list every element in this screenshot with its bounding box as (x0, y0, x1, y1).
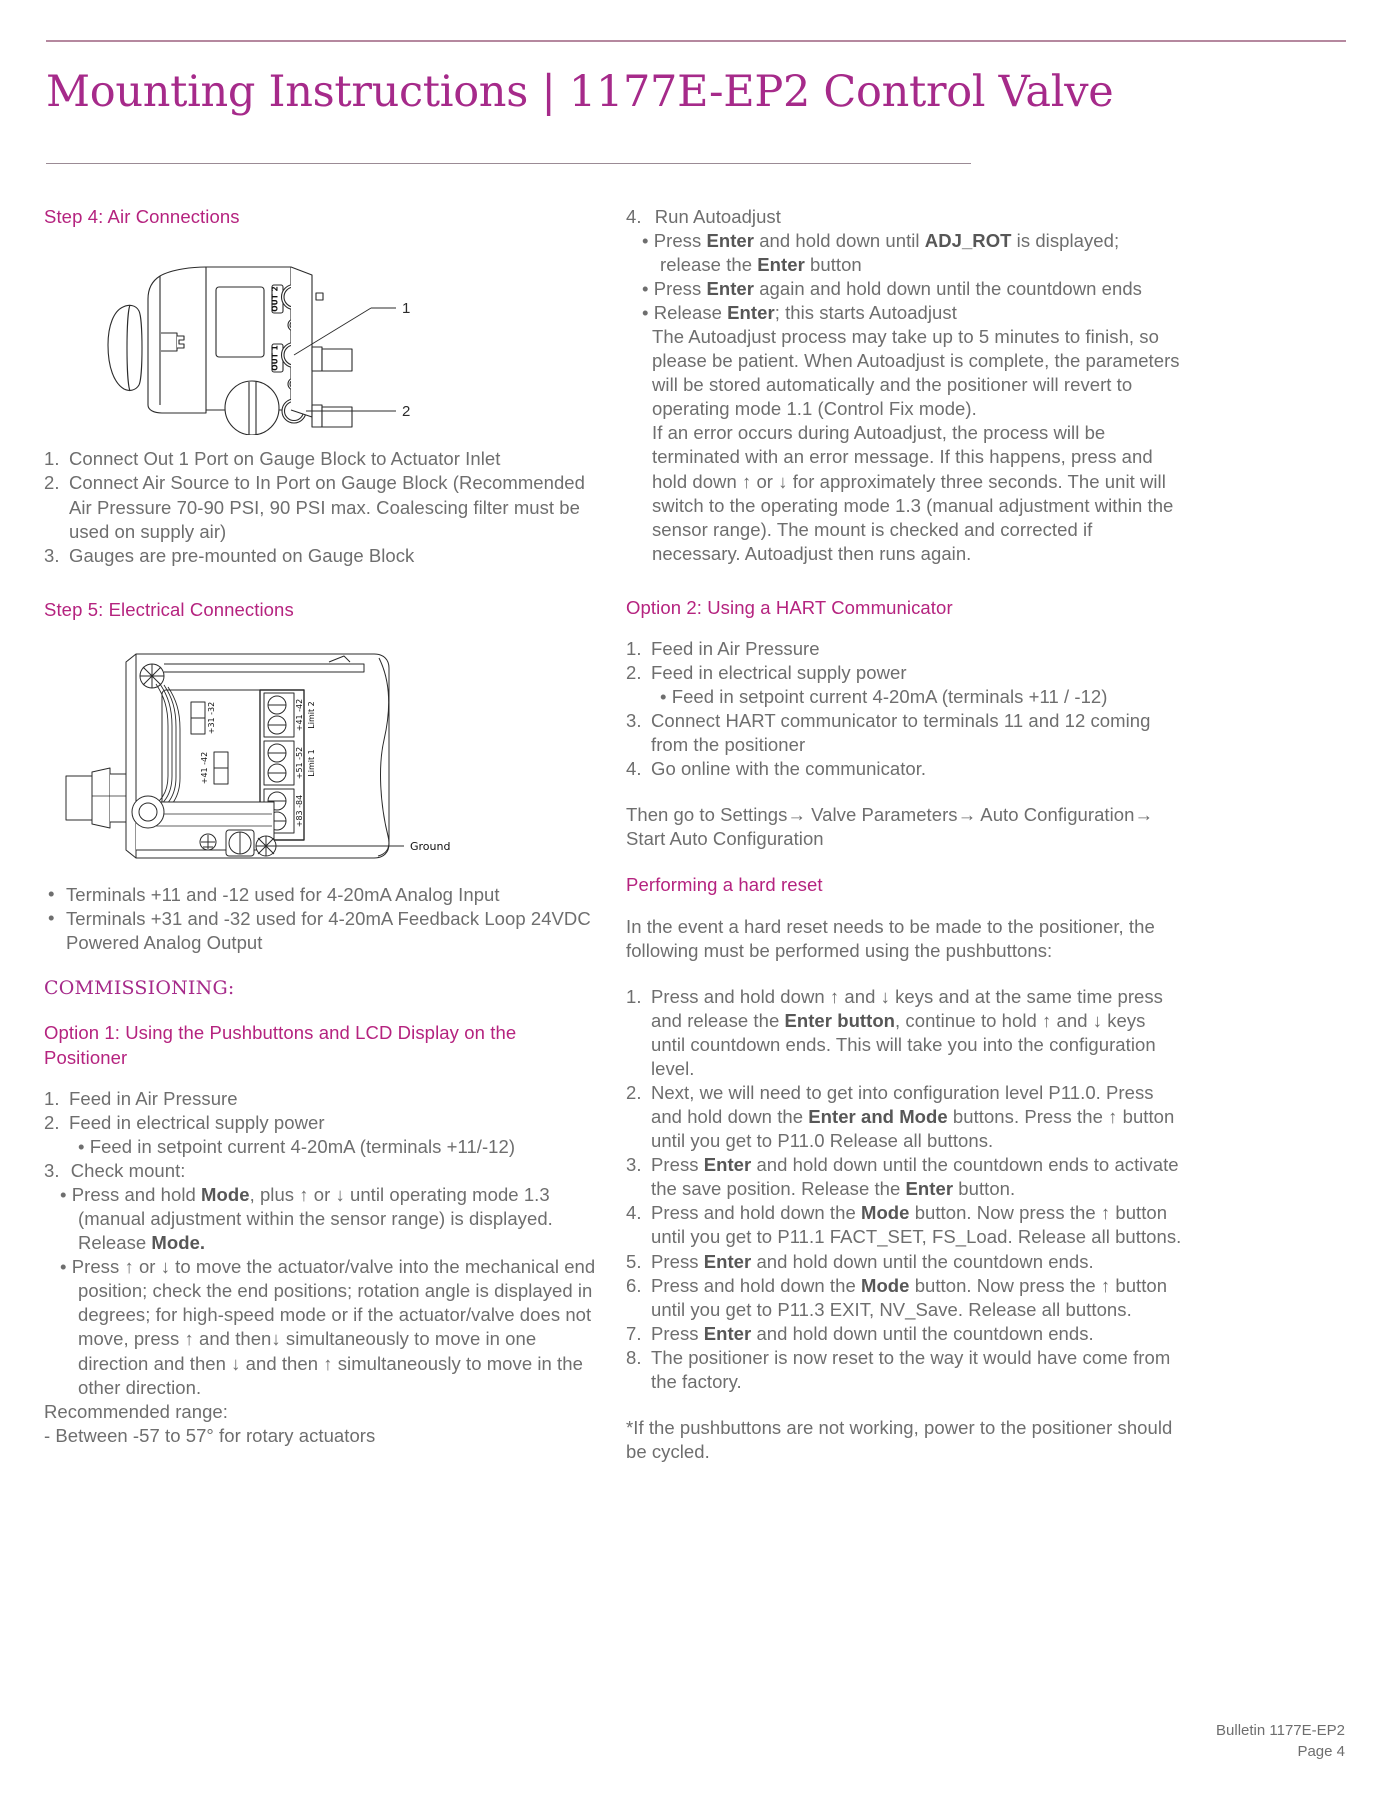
hr6-pre: Press and hold down the (651, 1274, 861, 1296)
enter-and-mode-keyword: Enter and Mode (808, 1106, 948, 1128)
list-text: Feed in setpoint current 4-20mA (terminals +11/-12) (89, 1136, 516, 1158)
list-marker: 3. (44, 544, 60, 566)
autoadjust-item (626, 205, 1182, 229)
check-mount-b2-text: Press ↑ or ↓ to move the actuator/valve into the mechanical end position; check the end positions; rotation angle is displayed in degrees; for high-speed mode or if the actuator/valve does not move, press ↑ and then↓ simultaneously to move in one direction and then ↓ and then ↑ simultaneously to move in the other direction. (71, 1256, 596, 1398)
option2-list (626, 637, 1182, 685)
hr1-pre: Press and hold down ↑ and ↓ keys and at the same time press and release the (651, 985, 1163, 1032)
list-text: Terminals +11 and -12 used for 4-20mA Analog Input (66, 884, 500, 906)
autoadjust-bullet-1 (626, 229, 1182, 277)
figure-electrical-connections (44, 644, 600, 869)
svg-text:+51 -52: +51 -52 (295, 746, 304, 780)
option2-list-continued (626, 709, 1182, 781)
list-item (626, 1081, 1182, 1153)
check-mount-b1-pre: Press and hold (71, 1184, 202, 1206)
step4-instruction-list (44, 447, 600, 567)
list-marker: 4. (626, 758, 642, 780)
footnote-text: *If the pushbuttons are not working, power to the positioner should be cycled. (626, 1416, 1173, 1462)
hr3-pre: Press (651, 1154, 704, 1176)
list-item (626, 1274, 1182, 1322)
list-item (626, 709, 1182, 757)
aa-b2-pre: Press (653, 278, 707, 300)
list-text: Gauges are pre-mounted on Gauge Block (69, 544, 415, 566)
bullet-marker: • (642, 230, 649, 252)
hard-reset-heading: Performing a hard reset (626, 874, 823, 896)
check-mount-bullet-1 (44, 1183, 600, 1255)
list-marker: 2. (626, 1082, 642, 1104)
right-side-panel (291, 267, 352, 427)
hr5-pre: Press (651, 1250, 704, 1272)
hr4-pre: Press and hold down the (651, 1202, 861, 1224)
ground-label: Ground (410, 840, 451, 854)
list-marker: 4. (626, 206, 642, 227)
list-text: Feed in electrical supply power (69, 1112, 325, 1134)
option1-list (44, 1087, 600, 1135)
list-marker: 2. (44, 1112, 60, 1134)
hr2-post: buttons. Press the ↑ button until you get to P11.0 Release all buttons. (651, 1106, 1175, 1152)
option1-sub-bullet (44, 1135, 600, 1159)
autoadjust-paragraph-2: If an error occurs during Autoadjust, the process will be terminated with an error message. If this happens, press and hold down ↑ or ↓ for approximately three seconds. The unit will switch to the operating mode 1.3 (manual adjustment within the sensor range). The mount is checked and corrected if necessary. Autoadjust then runs again. (652, 422, 1174, 564)
list-marker: 3. (44, 1160, 60, 1182)
list-marker: 6. (626, 1274, 642, 1296)
list-marker: 1. (44, 1088, 60, 1109)
option2-sub-bullet (626, 685, 1182, 709)
hr8-text: The positioner is now reset to the way it would have come from the factory. (651, 1346, 1171, 1392)
adj-rot-keyword: ADJ_ROT (924, 230, 1012, 252)
right-column (626, 205, 1182, 1464)
figure-air-connections (44, 245, 600, 435)
autoadjust-paragraph-1: The Autoadjust process may take up to 5 minutes to finish, so please be patient. When Autoadjust is complete, the parameters will be stored automatically and the positioner will revert to operating mode 1.1 (Control Fix mode). (652, 326, 1180, 420)
list-item (44, 1111, 600, 1135)
list-marker: 1. (626, 638, 642, 660)
list-item (626, 637, 1182, 661)
list-marker: 2. (44, 472, 60, 494)
recommended-range-label: Recommended range: (44, 1400, 228, 1422)
bullet-marker: • (660, 686, 667, 708)
left-column (44, 205, 600, 1448)
list-marker: 2. (626, 662, 642, 684)
list-item (44, 471, 600, 543)
callout-2-label: 2 (402, 403, 411, 421)
step5-heading: Step 5: Electrical Connections (44, 598, 294, 620)
list-marker: 7. (626, 1322, 642, 1344)
list-text: Check mount: (70, 1160, 186, 1182)
aa-b3-pre: Release (653, 302, 728, 324)
aa-b1-pre: Press (653, 230, 707, 252)
page-title: Mounting Instructions | 1177E-EP2 Control Valve (46, 67, 1114, 117)
list-item (626, 985, 1182, 1081)
terminal-bullet-list (44, 883, 600, 955)
enter-keyword-4: Enter (727, 302, 775, 324)
hr1-post: , continue to hold ↑ and ↓ keys until countdown ends. This will take you into the configuration level. (651, 1010, 1156, 1080)
enter-keyword-5: Enter (703, 1154, 752, 1176)
list-item (44, 1087, 600, 1111)
svg-text:+83 -84: +83 -84 (295, 794, 304, 828)
enter-keyword-7: Enter (703, 1250, 752, 1272)
option1-heading: Option 1: Using the Pushbuttons and LCD Display on the Positioner (44, 1022, 517, 1068)
list-text: Go online with the communicator. (651, 758, 927, 780)
lcd-display-window (216, 287, 264, 357)
mode-keyword-4: Mode (860, 1274, 910, 1296)
aa-b1-mid: and hold down until (754, 230, 925, 252)
hard-reset-intro: In the event a hard reset needs to be made to the positioner, the following must be performed using the pushbuttons: (626, 915, 1155, 961)
list-item (626, 661, 1182, 685)
step4-heading: Step 4: Air Connections (44, 206, 240, 227)
bullet-marker: • (60, 1184, 67, 1206)
header-rule-top (46, 40, 1346, 42)
mode-keyword-2: Mode. (151, 1232, 206, 1254)
commissioning-heading: COMMISSIONING: (44, 977, 235, 1000)
hr7-pre: Press (651, 1322, 704, 1344)
check-mount-bullet-2 (44, 1255, 600, 1399)
autoadjust-bullet-3 (626, 301, 1182, 325)
list-marker: 4. (626, 1202, 642, 1224)
bullet-marker: • (60, 1256, 67, 1278)
mode-keyword-3: Mode (860, 1202, 910, 1224)
bulletin-number: Bulletin 1177E-EP2 (1216, 1722, 1345, 1739)
hr6-post: button. Now press the ↑ button until you get to P11.3 EXIT, NV_Save. Release all buttons. (651, 1274, 1168, 1320)
list-item (626, 1346, 1182, 1394)
list-item (626, 1322, 1182, 1346)
list-text: Terminals +31 and -32 used for 4-20mA Feedback Loop 24VDC Powered Analog Output (66, 908, 591, 954)
option2-heading: Option 2: Using a HART Communicator (626, 596, 953, 618)
list-text: Feed in Air Pressure (651, 638, 820, 660)
list-marker: 5. (626, 1250, 642, 1272)
list-text: Feed in electrical supply power (651, 662, 907, 684)
bullet-marker: • (48, 907, 55, 929)
list-item (626, 757, 1182, 781)
list-text: Run Autoadjust (654, 206, 781, 227)
svg-text:+41 -42: +41 -42 (200, 751, 209, 785)
check-mount-b1-post: , plus ↑ or ↓ until operating mode 1.3 (manual adjustment within the sensor range) is displayed. Release (78, 1184, 553, 1254)
gauge-knob (225, 381, 279, 435)
list-text: Connect Out 1 Port on Gauge Block to Actuator Inlet (69, 448, 501, 470)
list-text: Feed in setpoint current 4-20mA (terminals +11 / -12) (671, 686, 1108, 708)
aa-b3-post: ; this starts Autoadjust (774, 302, 957, 324)
bullet-marker: • (642, 278, 649, 300)
hr3-post2: button. (953, 1178, 1016, 1200)
mode-keyword: Mode (201, 1184, 250, 1206)
svg-text:+31 -32: +31 -32 (207, 701, 216, 735)
list-item (44, 907, 600, 955)
hard-reset-steps (626, 985, 1182, 1394)
hr5-post: and hold down until the countdown ends. (751, 1250, 1094, 1272)
recommended-range-value: - Between -57 to 57° for rotary actuators (44, 1424, 376, 1446)
list-text: Connect Air Source to In Port on Gauge Block (Recommended Air Pressure 70-90 PSI, 90 PSI max. Coalescing filter must be used on supply air) (69, 472, 585, 542)
svg-text:Limit 2: Limit 2 (307, 701, 316, 729)
svg-text:OUT 1: OUT 1 (270, 345, 280, 372)
callout-1-label: 1 (402, 300, 411, 318)
svg-text:OUT 2: OUT 2 (270, 286, 280, 313)
page-number: Page 4 (1297, 1743, 1345, 1760)
list-item (44, 544, 600, 568)
list-item (626, 1201, 1182, 1249)
aa-b1-end: button (804, 254, 862, 276)
enter-keyword-8: Enter (703, 1322, 752, 1344)
bullet-marker: • (48, 883, 55, 905)
bullet-marker: • (78, 1136, 85, 1158)
bullet-marker: • (642, 302, 649, 324)
list-item (44, 447, 600, 471)
svg-text:Limit 1: Limit 1 (307, 749, 316, 777)
list-marker: 8. (626, 1346, 642, 1368)
settings-path-text: Then go to Settings→ Valve Parameters→ Auto Configuration→ Start Auto Configuration (626, 804, 1153, 850)
enter-button-keyword: Enter button (784, 1010, 896, 1032)
page-footer (1216, 1720, 1345, 1762)
list-marker: 3. (626, 710, 642, 732)
enter-keyword: Enter (706, 230, 755, 252)
list-marker: 1. (626, 985, 642, 1007)
enter-keyword-2: Enter (757, 254, 805, 276)
list-marker: 3. (626, 1154, 642, 1176)
list-item (44, 883, 600, 907)
hr3-post: and hold down until the countdown ends to activate the save position. Release the (651, 1154, 1179, 1200)
list-text: Connect HART communicator to terminals 11 and 12 coming from the positioner (651, 710, 1151, 756)
aa-b1-post: is displayed; release the (660, 230, 1120, 276)
autoadjust-bullet-2 (626, 277, 1182, 301)
hr2-pre: Next, we will need to get into configuration level P11.0. Press and hold down the (651, 1082, 1154, 1128)
list-marker: 1. (44, 448, 60, 470)
list-item (626, 1153, 1182, 1201)
svg-text:+41 -42: +41 -42 (295, 698, 304, 732)
list-text: Feed in Air Pressure (69, 1088, 238, 1109)
aa-b2-post: again and hold down until the countdown ends (754, 278, 1142, 300)
hr7-post: and hold down until the countdown ends. (751, 1322, 1094, 1344)
list-item (626, 1250, 1182, 1274)
check-mount-item (44, 1159, 600, 1183)
cable-gland (66, 768, 126, 828)
header-rule-under (46, 163, 971, 164)
enter-keyword-6: Enter (905, 1178, 954, 1200)
enter-keyword-3: Enter (706, 278, 755, 300)
hr4-post: button. Now press the ↑ button until you get to P11.1 FACT_SET, FS_Load. Release all buttons. (651, 1202, 1182, 1248)
